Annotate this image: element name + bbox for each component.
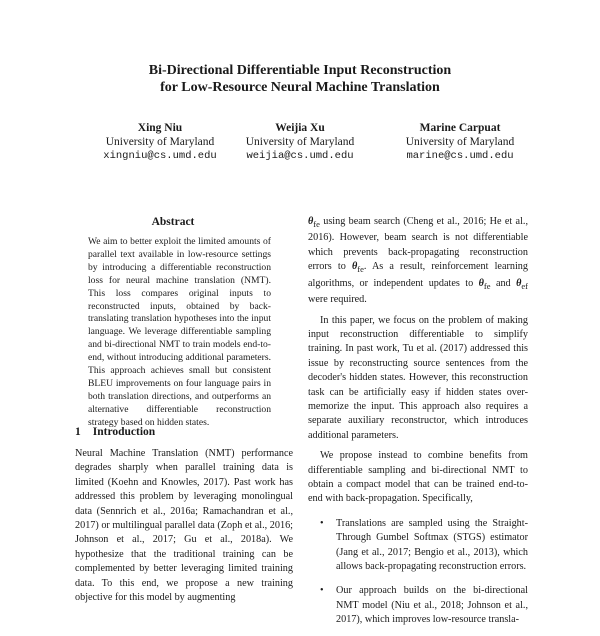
paper-title-line-1: Bi-Directional Differentiable Input Reconstruction bbox=[148, 63, 452, 78]
author-email: xingniu@cs.umd.edu bbox=[103, 150, 217, 162]
author-name: Marine Carpuat bbox=[419, 122, 501, 134]
paragraph: In this paper, we focus on the problem of making input reconstruction differentiable to simplify training. In past work, Tu et al. (2017) addressed this issue by reconstructing source sentences from the decoder's hidden states. However, this reconstruction task can be artificially easy if hidden states over-memorize the input. This approach also requires a separate auxiliary reconstructor, which introduces additional parameters. bbox=[308, 314, 528, 441]
author-affiliation: University of Maryland bbox=[405, 136, 515, 148]
bullet-icon: • bbox=[320, 517, 324, 529]
paper-title-line-2: for Low-Resource Neural Machine Translation bbox=[160, 80, 440, 95]
author-affiliation: University of Maryland bbox=[105, 136, 215, 148]
author-affiliation: University of Maryland bbox=[245, 136, 355, 148]
author-block bbox=[85, 121, 235, 163]
paragraph-continued: $\theta_{fe}$ using beam search (Cheng et al., 2016; He et al., 2016). However, beam search is not differentiable which prevents back-propagating reconstruction errors to $\theta_{fe}$. As a result, reinforcement learning algorithms, or independent updates to $\theta_{fe}$ and $\theta_{ef}$ were required. bbox=[308, 216, 528, 306]
right-column bbox=[308, 215, 528, 636]
author-email: weijia@cs.umd.edu bbox=[246, 150, 354, 162]
bullet-item bbox=[308, 517, 528, 575]
section-heading bbox=[75, 426, 155, 438]
author-block bbox=[385, 121, 535, 163]
author-name: Weijia Xu bbox=[275, 122, 325, 134]
paragraph: We propose instead to combine benefits from differentiable sampling and bi-directional NMT to obtain a compact model that can be trained end-to-end with back-propagation. Specifically, bbox=[308, 450, 528, 505]
bullet-text: Translations are sampled using the Straight-Through Gumbel Softmax (STGS) estimator (Jang et al., 2017; Bengio et al., 2013), which allows back-propagating reconstruction errors. bbox=[336, 517, 528, 573]
bullet-text: Our approach builds on the bi-directional NMT model (Niu et al., 2018; Johnson et al., 2017), which improves low-resource transla- bbox=[336, 585, 528, 626]
bullet-icon: • bbox=[320, 585, 324, 597]
abstract-text: We aim to better exploit the limited amounts of parallel text available in low-resource settings by introducing a differentiable reconstruction loss for neural machine translation (NMT). This loss compares original inputs to reconstructed inputs, obtained by back-translating translation hypotheses into the input language. We leverage differentiable sampling and bi-directional NMT to train models end-to-end, without introducing additional parameters. This approach achieves small but consistent BLEU improvements on four language pairs in both translation directions, and outperforms an alternative differentiable reconstruction strategy based on hidden states. bbox=[88, 236, 271, 428]
section-title: Introduction bbox=[92, 426, 156, 438]
abstract-heading: Abstract bbox=[151, 216, 195, 228]
bullet-item bbox=[308, 584, 528, 627]
introduction-text: Neural Machine Translation (NMT) performance degrades sharply when parallel training data is limited (Koehn and Knowles, 2017). Past work has addressed this problem by leveraging monolingual data (Sennrich et al., 2016a; Ramachandran et al., 2017) or multilingual parallel data (Zoph et al., 2016; Johnson et al., 2017; Gu et al., 2018a). We hypothesize that the traditional training can be complemented by better leveraging limited training data. To this end, we propose a new training objective for this model by augmenting bbox=[75, 448, 293, 604]
author-email: marine@cs.umd.edu bbox=[406, 150, 514, 162]
author-name: Xing Niu bbox=[137, 122, 183, 134]
section-number: 1 bbox=[75, 426, 81, 438]
author-block bbox=[225, 121, 375, 163]
